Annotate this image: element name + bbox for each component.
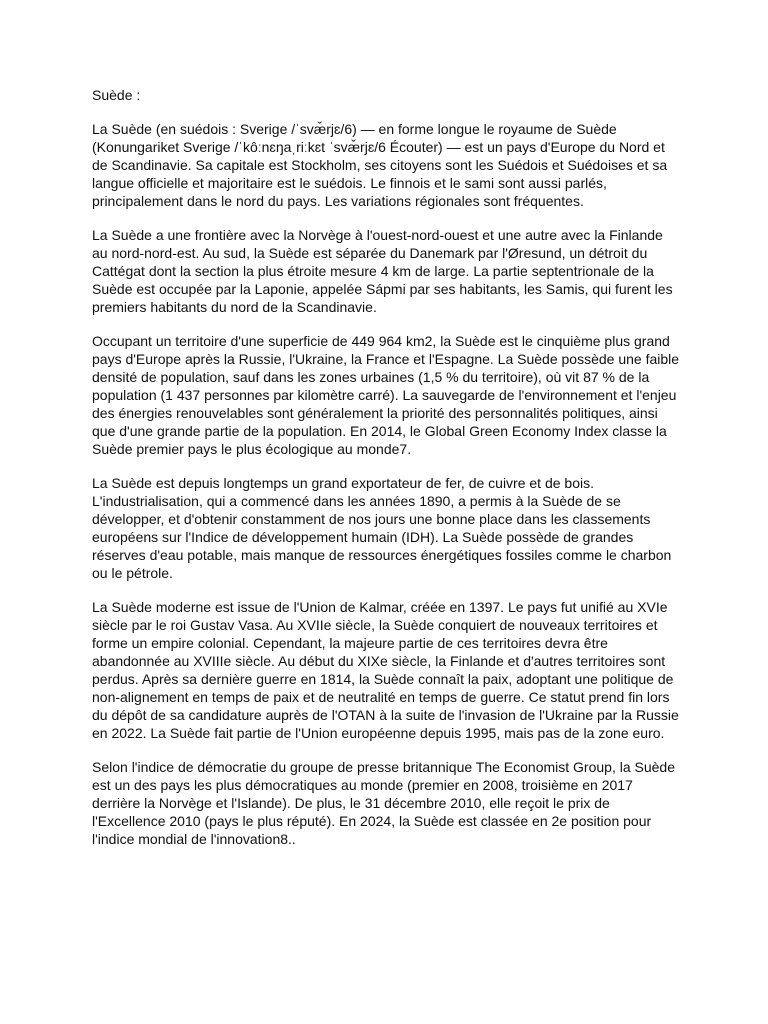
document-page [92, 86, 682, 864]
paragraph-territory: Occupant un territoire d'une superficie de 449 964 km2, la Suède est le cinquième plus grand pays d'Europe après la Russie, l'Ukraine, la France et l'Espagne. La Suède possède une faible densité de population, sauf dans les zones urbaines (1,5 % du territoire), où vit 87 % de la population (1 437 personnes par kilomètre carré). La sauvegarde de l'environnement et l'enjeu des énergies renouvelables sont généralement la priorité des personnalités politiques, ainsi que d'une grande partie de la population. En 2014, le Global Green Economy Index classe la Suède premier pays le plus écologique au monde7. [92, 333, 680, 457]
document-heading: Suède : [92, 87, 141, 103]
paragraph-geography: La Suède a une frontière avec la Norvège à l'ouest-nord-ouest et une autre avec la Finlande au nord-nord-est. Au sud, la Suède est séparée du Danemark par l'Øresund, un détroit du Cattégat dont la section la plus étroite mesure 4 km de large. La partie septentrionale de la Suède est occupée par la Laponie, appelée Sápmi par ses habitants, les Samis, qui furent les premiers habitants du nord de la Scandinavie. [92, 227, 673, 315]
paragraph-democracy: Selon l'indice de démocratie du groupe de presse britannique The Economist Group, la Suède est un des pays les plus démocratiques au monde (premier en 2008, troisième en 2017 derrière la Norvège et l'Islande). De plus, le 31 décembre 2010, elle reçoit le prix de l'Excellence 2010 (pays le plus réputé). En 2024, la Suède est classée en 2e position pour l'indice mondial de l'innovation8.. [92, 759, 676, 847]
paragraph-history: La Suède moderne est issue de l'Union de Kalmar, créée en 1397. Le pays fut unifié au XVIe siècle par le roi Gustav Vasa. Au XVIIe siècle, la Suède conquiert de nouveaux territoires et forme un empire colonial. Cependant, la majeure partie de ces territoires devra être abandonnée au XVIIIe siècle. Au début du XIXe siècle, la Finlande et d'autres territoires sont perdus. Après sa dernière guerre en 1814, la Suède connaît la paix, adoptant une politique de non-alignement en temps de paix et de neutralité en temps de guerre. Ce statut prend fin lors du dépôt de sa candidature auprès de l'OTAN à la suite de l'invasion de l'Ukraine par la Russie en 2022. La Suède fait partie de l'Union européenne depuis 1995, mais pas de la zone euro. [92, 599, 679, 741]
paragraph-economy: La Suède est depuis longtemps un grand exportateur de fer, de cuivre et de bois. L'industrialisation, qui a commencé dans les années 1890, a permis à la Suède de se développer, et d'obtenir constamment de nos jours une bonne place dans les classements européens sur l'Indice de développement humain (IDH). La Suède possède de grandes réserves d'eau potable, mais manque de ressources énergétiques fossiles comme le charbon ou le pétrole. [92, 475, 672, 581]
paragraph-intro: La Suède (en suédois : Sverige /ˈsvæ̌rjɛ/6) — en forme longue le royaume de Suède (Konungariket Sverige /ˈkôːnɛŋaˌriːkɛt ˈsvæ̌rjɛ/6 Écouter) — est un pays d'Europe du Nord et de Scandinavie. Sa capitale est Stockholm, ses citoyens sont les Suédois et Suédoises et sa langue officielle et majoritaire est le suédois. Le finnois et le sami sont aussi parlés, principalement dans le nord du pays. Les variations régionales sont fréquentes. [92, 121, 668, 209]
